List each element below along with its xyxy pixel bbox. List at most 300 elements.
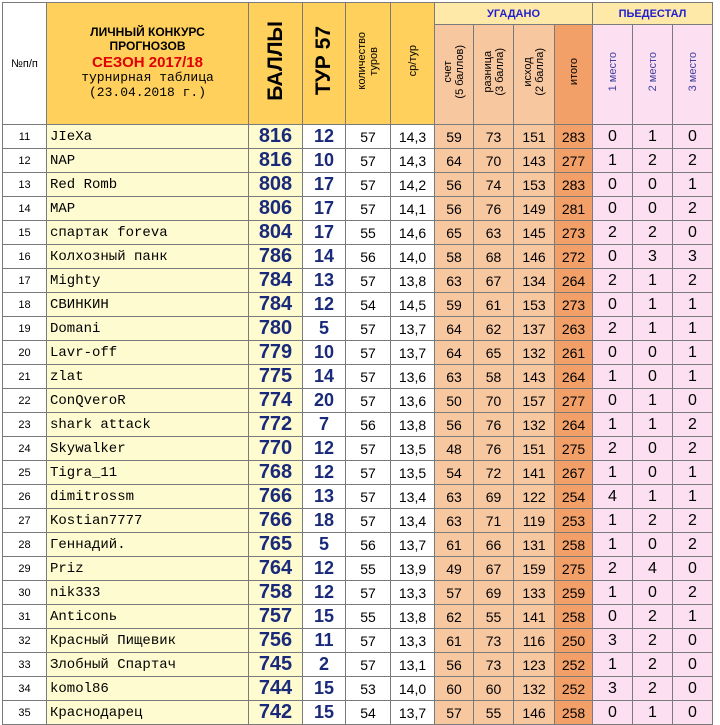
cell-avg: 13,4 [391,485,435,509]
cell-outcome: 141 [514,461,555,485]
cell-avg: 13,8 [391,605,435,629]
table-row [3,317,713,341]
cell-diff: 76 [474,413,514,437]
cell-place3: 2 [673,437,713,461]
cell-place3: 2 [673,197,713,221]
cell-place3: 2 [673,533,713,557]
cell-count: 57 [346,509,391,533]
col-header-points [249,3,303,125]
cell-outcome: 116 [514,629,555,653]
cell-tour: 11 [303,629,346,653]
cell-place1: 1 [593,581,633,605]
cell-count: 57 [346,437,391,461]
cell-score: 58 [435,245,474,269]
cell-number: 31 [3,605,47,629]
cell-diff: 65 [474,341,514,365]
cell-tour: 10 [303,149,346,173]
total-label: итого [567,58,580,86]
cell-place1: 0 [593,197,633,221]
cell-place3: 1 [673,173,713,197]
cell-avg: 14,3 [391,125,435,149]
cell-total: 267 [555,461,593,485]
cell-number: 28 [3,533,47,557]
cell-number: 14 [3,197,47,221]
table-row [3,701,713,725]
cell-outcome: 133 [514,581,555,605]
cell-diff: 67 [474,557,514,581]
cell-outcome: 153 [514,173,555,197]
cell-place1: 0 [593,245,633,269]
cell-diff: 70 [474,149,514,173]
cell-place3: 1 [673,365,713,389]
cell-avg: 13,3 [391,629,435,653]
cell-diff: 76 [474,197,514,221]
table-row [3,293,713,317]
cell-diff: 69 [474,485,514,509]
cell-diff: 71 [474,509,514,533]
cell-count: 57 [346,149,391,173]
cell-name: спартак foreva [47,221,249,245]
cell-count: 56 [346,245,391,269]
group-header-guessed: УГАДАНО [435,3,593,25]
table-row [3,653,713,677]
cell-outcome: 151 [514,125,555,149]
cell-points: 816 [249,149,303,173]
place2-label: 2 место [646,52,659,92]
cell-points: 768 [249,461,303,485]
cell-number: 18 [3,293,47,317]
cell-points: 756 [249,629,303,653]
col-header-place3 [673,25,713,125]
cell-name: Lavr-off [47,341,249,365]
cell-place3: 1 [673,317,713,341]
cell-tour: 7 [303,413,346,437]
cell-outcome: 119 [514,509,555,533]
cell-place2: 2 [633,149,673,173]
cell-score: 56 [435,653,474,677]
cell-name: Геннадий. [47,533,249,557]
cell-place1: 3 [593,677,633,701]
cell-outcome: 153 [514,293,555,317]
cell-score: 62 [435,605,474,629]
cell-points: 808 [249,173,303,197]
cell-number: 19 [3,317,47,341]
cell-tour: 14 [303,245,346,269]
cell-total: 272 [555,245,593,269]
cell-place2: 1 [633,269,673,293]
table-row [3,413,713,437]
cell-score: 61 [435,629,474,653]
cell-points: 779 [249,341,303,365]
cell-points: 780 [249,317,303,341]
cell-tour: 14 [303,365,346,389]
cell-tour: 13 [303,485,346,509]
cell-total: 264 [555,365,593,389]
cell-diff: 72 [474,461,514,485]
cell-outcome: 123 [514,653,555,677]
table-row [3,365,713,389]
cell-outcome: 137 [514,317,555,341]
cell-place2: 2 [633,221,673,245]
cell-place1: 0 [593,605,633,629]
cell-name: Tigra_11 [47,461,249,485]
cell-avg: 14,0 [391,677,435,701]
cell-place1: 0 [593,125,633,149]
cell-place3: 0 [673,557,713,581]
cell-outcome: 143 [514,149,555,173]
cell-place3: 1 [673,461,713,485]
cell-points: 766 [249,485,303,509]
cell-avg: 13,5 [391,461,435,485]
table-row [3,509,713,533]
cell-outcome: 132 [514,677,555,701]
cell-avg: 13,1 [391,653,435,677]
cell-number: 21 [3,365,47,389]
cell-total: 252 [555,653,593,677]
cell-place2: 2 [633,653,673,677]
cell-tour: 12 [303,557,346,581]
cell-count: 57 [346,197,391,221]
cell-place3: 1 [673,605,713,629]
table-row [3,269,713,293]
cell-name: Kostian7777 [47,509,249,533]
cell-tour: 17 [303,221,346,245]
cell-score: 63 [435,509,474,533]
cell-place1: 0 [593,293,633,317]
group-header-podium: ПЬЕДЕСТАЛ [593,3,713,25]
cell-tour: 17 [303,197,346,221]
cell-points: 804 [249,221,303,245]
cell-score: 57 [435,701,474,725]
cell-diff: 76 [474,437,514,461]
cell-diff: 58 [474,365,514,389]
cell-total: 264 [555,269,593,293]
cell-name: Priz [47,557,249,581]
cell-avg: 13,6 [391,389,435,413]
cell-outcome: 131 [514,533,555,557]
cell-total: 258 [555,605,593,629]
cell-place2: 2 [633,605,673,629]
cell-total: 275 [555,437,593,461]
cell-total: 261 [555,341,593,365]
table-row [3,677,713,701]
cell-place2: 1 [633,389,673,413]
cell-place3: 0 [673,389,713,413]
cell-name: shark attack [47,413,249,437]
cell-total: 258 [555,533,593,557]
cell-avg: 14,1 [391,197,435,221]
diff-label-1: разница [481,51,494,93]
cell-outcome: 143 [514,365,555,389]
cell-place1: 0 [593,173,633,197]
cell-count: 57 [346,653,391,677]
cell-name: dimitrossm [47,485,249,509]
cell-diff: 68 [474,245,514,269]
cell-place3: 2 [673,149,713,173]
cell-score: 56 [435,173,474,197]
cell-score: 63 [435,365,474,389]
cell-count: 54 [346,701,391,725]
cell-diff: 66 [474,533,514,557]
cell-place1: 2 [593,557,633,581]
cell-diff: 63 [474,221,514,245]
cell-name: Mighty [47,269,249,293]
cell-diff: 55 [474,701,514,725]
cell-name: komol86 [47,677,249,701]
count-label-1: количество [356,32,368,90]
cell-avg: 13,8 [391,269,435,293]
cell-place1: 0 [593,389,633,413]
cell-place2: 1 [633,293,673,317]
cell-avg: 13,9 [391,557,435,581]
cell-number: 13 [3,173,47,197]
cell-total: 277 [555,149,593,173]
cell-avg: 14,6 [391,221,435,245]
cell-score: 64 [435,149,474,173]
cell-place2: 2 [633,629,673,653]
col-header-place2 [633,25,673,125]
cell-count: 56 [346,413,391,437]
cell-avg: 13,7 [391,317,435,341]
cell-score: 56 [435,197,474,221]
cell-total: 259 [555,581,593,605]
table-row [3,581,713,605]
cell-total: 252 [555,677,593,701]
points-label: БАЛЛЫ [263,21,287,101]
cell-avg: 13,7 [391,533,435,557]
cell-count: 57 [346,317,391,341]
cell-count: 54 [346,293,391,317]
cell-points: 784 [249,293,303,317]
cell-number: 11 [3,125,47,149]
cell-total: 264 [555,413,593,437]
cell-score: 56 [435,413,474,437]
cell-place1: 3 [593,629,633,653]
table-row [3,461,713,485]
cell-diff: 62 [474,317,514,341]
cell-diff: 73 [474,125,514,149]
cell-score: 60 [435,677,474,701]
cell-place1: 0 [593,701,633,725]
col-header-place1 [593,25,633,125]
cell-number: 33 [3,653,47,677]
cell-tour: 12 [303,125,346,149]
cell-tour: 20 [303,389,346,413]
cell-number: 30 [3,581,47,605]
cell-diff: 61 [474,293,514,317]
cell-place3: 0 [673,701,713,725]
diff-label-2: (3 балла) [493,48,506,96]
cell-place3: 2 [673,581,713,605]
cell-avg: 13,6 [391,365,435,389]
cell-outcome: 132 [514,413,555,437]
cell-diff: 70 [474,389,514,413]
cell-score: 57 [435,581,474,605]
table-title [47,3,249,125]
cell-place1: 0 [593,341,633,365]
cell-name: MAP [47,197,249,221]
place3-label: 3 место [686,52,699,92]
cell-tour: 5 [303,533,346,557]
cell-place1: 4 [593,485,633,509]
cell-count: 56 [346,533,391,557]
cell-number: 29 [3,557,47,581]
cell-place2: 0 [633,461,673,485]
cell-place1: 1 [593,413,633,437]
cell-place2: 0 [633,365,673,389]
cell-tour: 13 [303,269,346,293]
cell-place3: 2 [673,413,713,437]
cell-outcome: 146 [514,701,555,725]
cell-points: 775 [249,365,303,389]
cell-score: 63 [435,485,474,509]
cell-place1: 1 [593,653,633,677]
cell-place2: 0 [633,197,673,221]
cell-total: 250 [555,629,593,653]
table-row [3,149,713,173]
cell-place3: 1 [673,293,713,317]
cell-place1: 1 [593,461,633,485]
cell-avg: 13,4 [391,509,435,533]
cell-score: 64 [435,317,474,341]
score-label-2: (5 баллов) [454,45,466,99]
cell-count: 57 [346,485,391,509]
cell-place1: 1 [593,365,633,389]
cell-points: 766 [249,509,303,533]
table-row [3,437,713,461]
cell-place2: 0 [633,581,673,605]
cell-name: Red Romb [47,173,249,197]
cell-place1: 2 [593,437,633,461]
cell-number: 27 [3,509,47,533]
cell-score: 50 [435,389,474,413]
table-row [3,533,713,557]
cell-tour: 18 [303,509,346,533]
cell-number: 16 [3,245,47,269]
cell-points: 806 [249,197,303,221]
cell-total: 263 [555,317,593,341]
cell-count: 57 [346,269,391,293]
table-row [3,125,713,149]
table-row [3,485,713,509]
table-body [3,125,713,725]
cell-place1: 1 [593,533,633,557]
cell-name: ConQveroR [47,389,249,413]
avg-label: ср/тур [406,45,419,77]
cell-count: 55 [346,605,391,629]
cell-place3: 2 [673,269,713,293]
cell-name: Краснодарец [47,701,249,725]
cell-count: 57 [346,173,391,197]
cell-diff: 73 [474,629,514,653]
table-row [3,557,713,581]
cell-place3: 0 [673,221,713,245]
subtitle: турнирная таблица [81,69,214,85]
cell-count: 57 [346,461,391,485]
cell-place2: 1 [633,125,673,149]
cell-score: 49 [435,557,474,581]
cell-points: 772 [249,413,303,437]
cell-outcome: 134 [514,269,555,293]
cell-name: Колхозный панк [47,245,249,269]
cell-name: NAP [47,149,249,173]
cell-number: 35 [3,701,47,725]
cell-number: 34 [3,677,47,701]
col-header-tour [303,3,346,125]
cell-points: 742 [249,701,303,725]
cell-outcome: 157 [514,389,555,413]
col-header-total [555,25,593,125]
cell-tour: 12 [303,581,346,605]
cell-points: 745 [249,653,303,677]
count-label-2: туров [368,46,380,76]
cell-diff: 69 [474,581,514,605]
cell-diff: 74 [474,173,514,197]
cell-count: 53 [346,677,391,701]
cell-place2: 4 [633,557,673,581]
table-row [3,629,713,653]
cell-total: 273 [555,293,593,317]
cell-diff: 55 [474,605,514,629]
cell-tour: 15 [303,677,346,701]
cell-points: 744 [249,677,303,701]
cell-tour: 15 [303,701,346,725]
table-row [3,245,713,269]
title-line-1: ЛИЧНЫЙ КОНКУРС [90,25,205,40]
cell-place1: 2 [593,269,633,293]
cell-total: 281 [555,197,593,221]
cell-number: 24 [3,437,47,461]
cell-name: СВИНКИН [47,293,249,317]
cell-place2: 1 [633,485,673,509]
cell-place3: 3 [673,245,713,269]
cell-place3: 0 [673,677,713,701]
cell-place2: 3 [633,245,673,269]
cell-diff: 73 [474,653,514,677]
cell-score: 48 [435,437,474,461]
cell-avg: 14,3 [391,149,435,173]
cell-place2: 1 [633,317,673,341]
cell-number: 17 [3,269,47,293]
cell-total: 275 [555,557,593,581]
table-row [3,197,713,221]
cell-diff: 67 [474,269,514,293]
cell-count: 57 [346,341,391,365]
cell-points: 758 [249,581,303,605]
col-header-outcome [514,25,555,125]
cell-score: 59 [435,125,474,149]
cell-outcome: 145 [514,221,555,245]
col-header-score [435,25,474,125]
table-row [3,341,713,365]
cell-points: 784 [249,269,303,293]
cell-outcome: 141 [514,605,555,629]
cell-place2: 0 [633,437,673,461]
cell-tour: 2 [303,653,346,677]
date-label: (23.04.2018 г.) [88,84,207,100]
cell-tour: 12 [303,293,346,317]
cell-avg: 14,0 [391,245,435,269]
cell-place3: 0 [673,629,713,653]
cell-count: 57 [346,581,391,605]
cell-place2: 1 [633,701,673,725]
title-line-2: ПРОГНОЗОВ [109,38,186,53]
cell-place2: 0 [633,533,673,557]
cell-score: 54 [435,461,474,485]
cell-name: Anticonь [47,605,249,629]
cell-place1: 1 [593,509,633,533]
cell-total: 254 [555,485,593,509]
